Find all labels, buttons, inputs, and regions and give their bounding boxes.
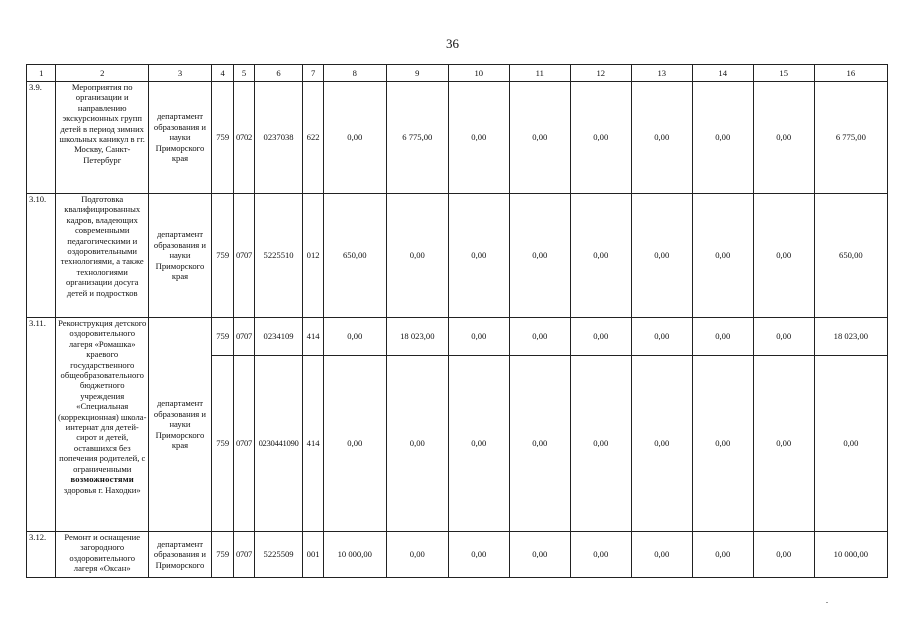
cell-value: 6 775,00	[386, 82, 448, 194]
cell-value: 0,00	[448, 318, 509, 356]
header-cell: 13	[631, 65, 692, 82]
cell-grbs: 759	[211, 356, 233, 532]
header-cell: 5	[234, 65, 254, 82]
activity-name-emphasis: возможностями	[70, 474, 134, 485]
cell-value: 0,00	[631, 318, 692, 356]
cell-target: 0234109	[254, 318, 303, 356]
activity-name	[56, 318, 149, 532]
cell-value: 0,00	[323, 318, 386, 356]
table-row	[27, 194, 888, 318]
cell-value: 0,00	[570, 318, 631, 356]
cell-value: 0,00	[753, 356, 814, 532]
cell-value: 10 000,00	[323, 532, 386, 578]
cell-type: 414	[303, 356, 323, 532]
cell-value: 0,00	[631, 532, 692, 578]
cell-value: 0,00	[692, 532, 753, 578]
cell-value: 0,00	[753, 532, 814, 578]
cell-value: 0,00	[509, 532, 570, 578]
cell-value: 650,00	[323, 194, 386, 318]
page-number: 36	[446, 36, 459, 51]
header-cell: 15	[753, 65, 814, 82]
cell-value: 0,00	[753, 194, 814, 318]
header-cell: 1	[27, 65, 56, 82]
cell-value: 0,00	[692, 82, 753, 194]
header-cell: 14	[692, 65, 753, 82]
cell-value: 0,00	[386, 532, 448, 578]
cell-value: 0,00	[631, 356, 692, 532]
cell-total: 650,00	[814, 194, 887, 318]
table-row	[27, 532, 888, 578]
department: департамент образования и Приморского	[148, 532, 211, 578]
cell-value: 0,00	[448, 82, 509, 194]
header-cell: 10	[448, 65, 509, 82]
activity-name-end: здоровья г. Находки»	[63, 484, 141, 495]
header-cell: 3	[148, 65, 211, 82]
header-cell: 12	[570, 65, 631, 82]
cell-value: 0,00	[448, 356, 509, 532]
header-cell: 4	[211, 65, 233, 82]
header-cell: 9	[386, 65, 448, 82]
cell-total: 6 775,00	[814, 82, 887, 194]
row-number: 3.9.	[27, 82, 56, 194]
cell-value: 0,00	[323, 82, 386, 194]
cell-target: 5225510	[254, 194, 303, 318]
cell-value: 0,00	[692, 194, 753, 318]
cell-section: 0707	[234, 194, 254, 318]
budget-table	[26, 64, 888, 578]
cell-value: 0,00	[753, 318, 814, 356]
cell-value: 0,00	[509, 194, 570, 318]
cell-grbs: 759	[211, 194, 233, 318]
cell-value: 0,00	[692, 318, 753, 356]
cell-value: 0,00	[509, 356, 570, 532]
cell-total: 10 000,00	[814, 532, 887, 578]
cell-value: 0,00	[570, 194, 631, 318]
cell-section: 0707	[234, 532, 254, 578]
cell-grbs: 759	[211, 318, 233, 356]
activity-name: Мероприятия по организации и направлению экскурсионных групп детей в период зимних школьных каникул в гг. Москву, Санкт-Петербург	[56, 82, 149, 194]
cell-value: 0,00	[631, 82, 692, 194]
cell-value: 0,00	[631, 194, 692, 318]
header-cell: 16	[814, 65, 887, 82]
header-cell: 2	[56, 65, 149, 82]
cell-value: 0,00	[323, 356, 386, 532]
cell-value: 0,00	[570, 82, 631, 194]
cell-section: 0702	[234, 82, 254, 194]
cell-total: 0,00	[814, 356, 887, 532]
cell-value: 18 023,00	[386, 318, 448, 356]
cell-target: 0237038	[254, 82, 303, 194]
header-cell: 7	[303, 65, 323, 82]
cell-value: 0,00	[509, 318, 570, 356]
cell-section: 0707	[234, 318, 254, 356]
cell-grbs: 759	[211, 82, 233, 194]
activity-name: Ремонт и оснащение загородного оздоровительного лагеря «Оксан»	[56, 532, 149, 578]
department: департамент образования и науки Приморского края	[148, 318, 211, 532]
table-row	[27, 82, 888, 194]
cell-value: 0,00	[448, 194, 509, 318]
header-cell: 11	[509, 65, 570, 82]
cell-target: 5225509	[254, 532, 303, 578]
cell-value: 0,00	[570, 532, 631, 578]
cell-value: 0,00	[509, 82, 570, 194]
cell-grbs: 759	[211, 532, 233, 578]
cell-type: 012	[303, 194, 323, 318]
row-number: 3.10.	[27, 194, 56, 318]
cell-total: 18 023,00	[814, 318, 887, 356]
header-cell: 6	[254, 65, 303, 82]
cell-type: 414	[303, 318, 323, 356]
row-number: 3.12.	[27, 532, 56, 578]
cell-section: 0707	[234, 356, 254, 532]
department: департамент образования и науки Приморского края	[148, 194, 211, 318]
department: департамент образования и науки Приморского края	[148, 82, 211, 194]
cell-value: 0,00	[692, 356, 753, 532]
activity-name: Подготовка квалифицированных кадров, владеющих современными педагогическими и оздоровительными технологиями, а также технологиями организации досуга детей и подростков	[56, 194, 149, 318]
cell-type: 622	[303, 82, 323, 194]
cell-value: 0,00	[386, 194, 448, 318]
activity-name-main: Реконструкция детского оздоровительного лагеря «Ромашка» краевого государственного общеобразовательного бюджетного учреждения «Специальная (коррекционная) школа-интернат для детей-сирот и детей, оставшихся без попечения родителей, с ограниченными	[57, 318, 147, 474]
header-cell: 8	[323, 65, 386, 82]
cell-value: 0,00	[386, 356, 448, 532]
cell-target: 0230441090	[254, 356, 303, 532]
row-number: 3.11.	[27, 318, 56, 532]
cell-value: 0,00	[448, 532, 509, 578]
table-row	[27, 318, 888, 356]
cell-value: 0,00	[753, 82, 814, 194]
header-row	[27, 65, 888, 82]
scan-speck	[826, 602, 828, 603]
cell-value: 0,00	[570, 356, 631, 532]
cell-type: 001	[303, 532, 323, 578]
